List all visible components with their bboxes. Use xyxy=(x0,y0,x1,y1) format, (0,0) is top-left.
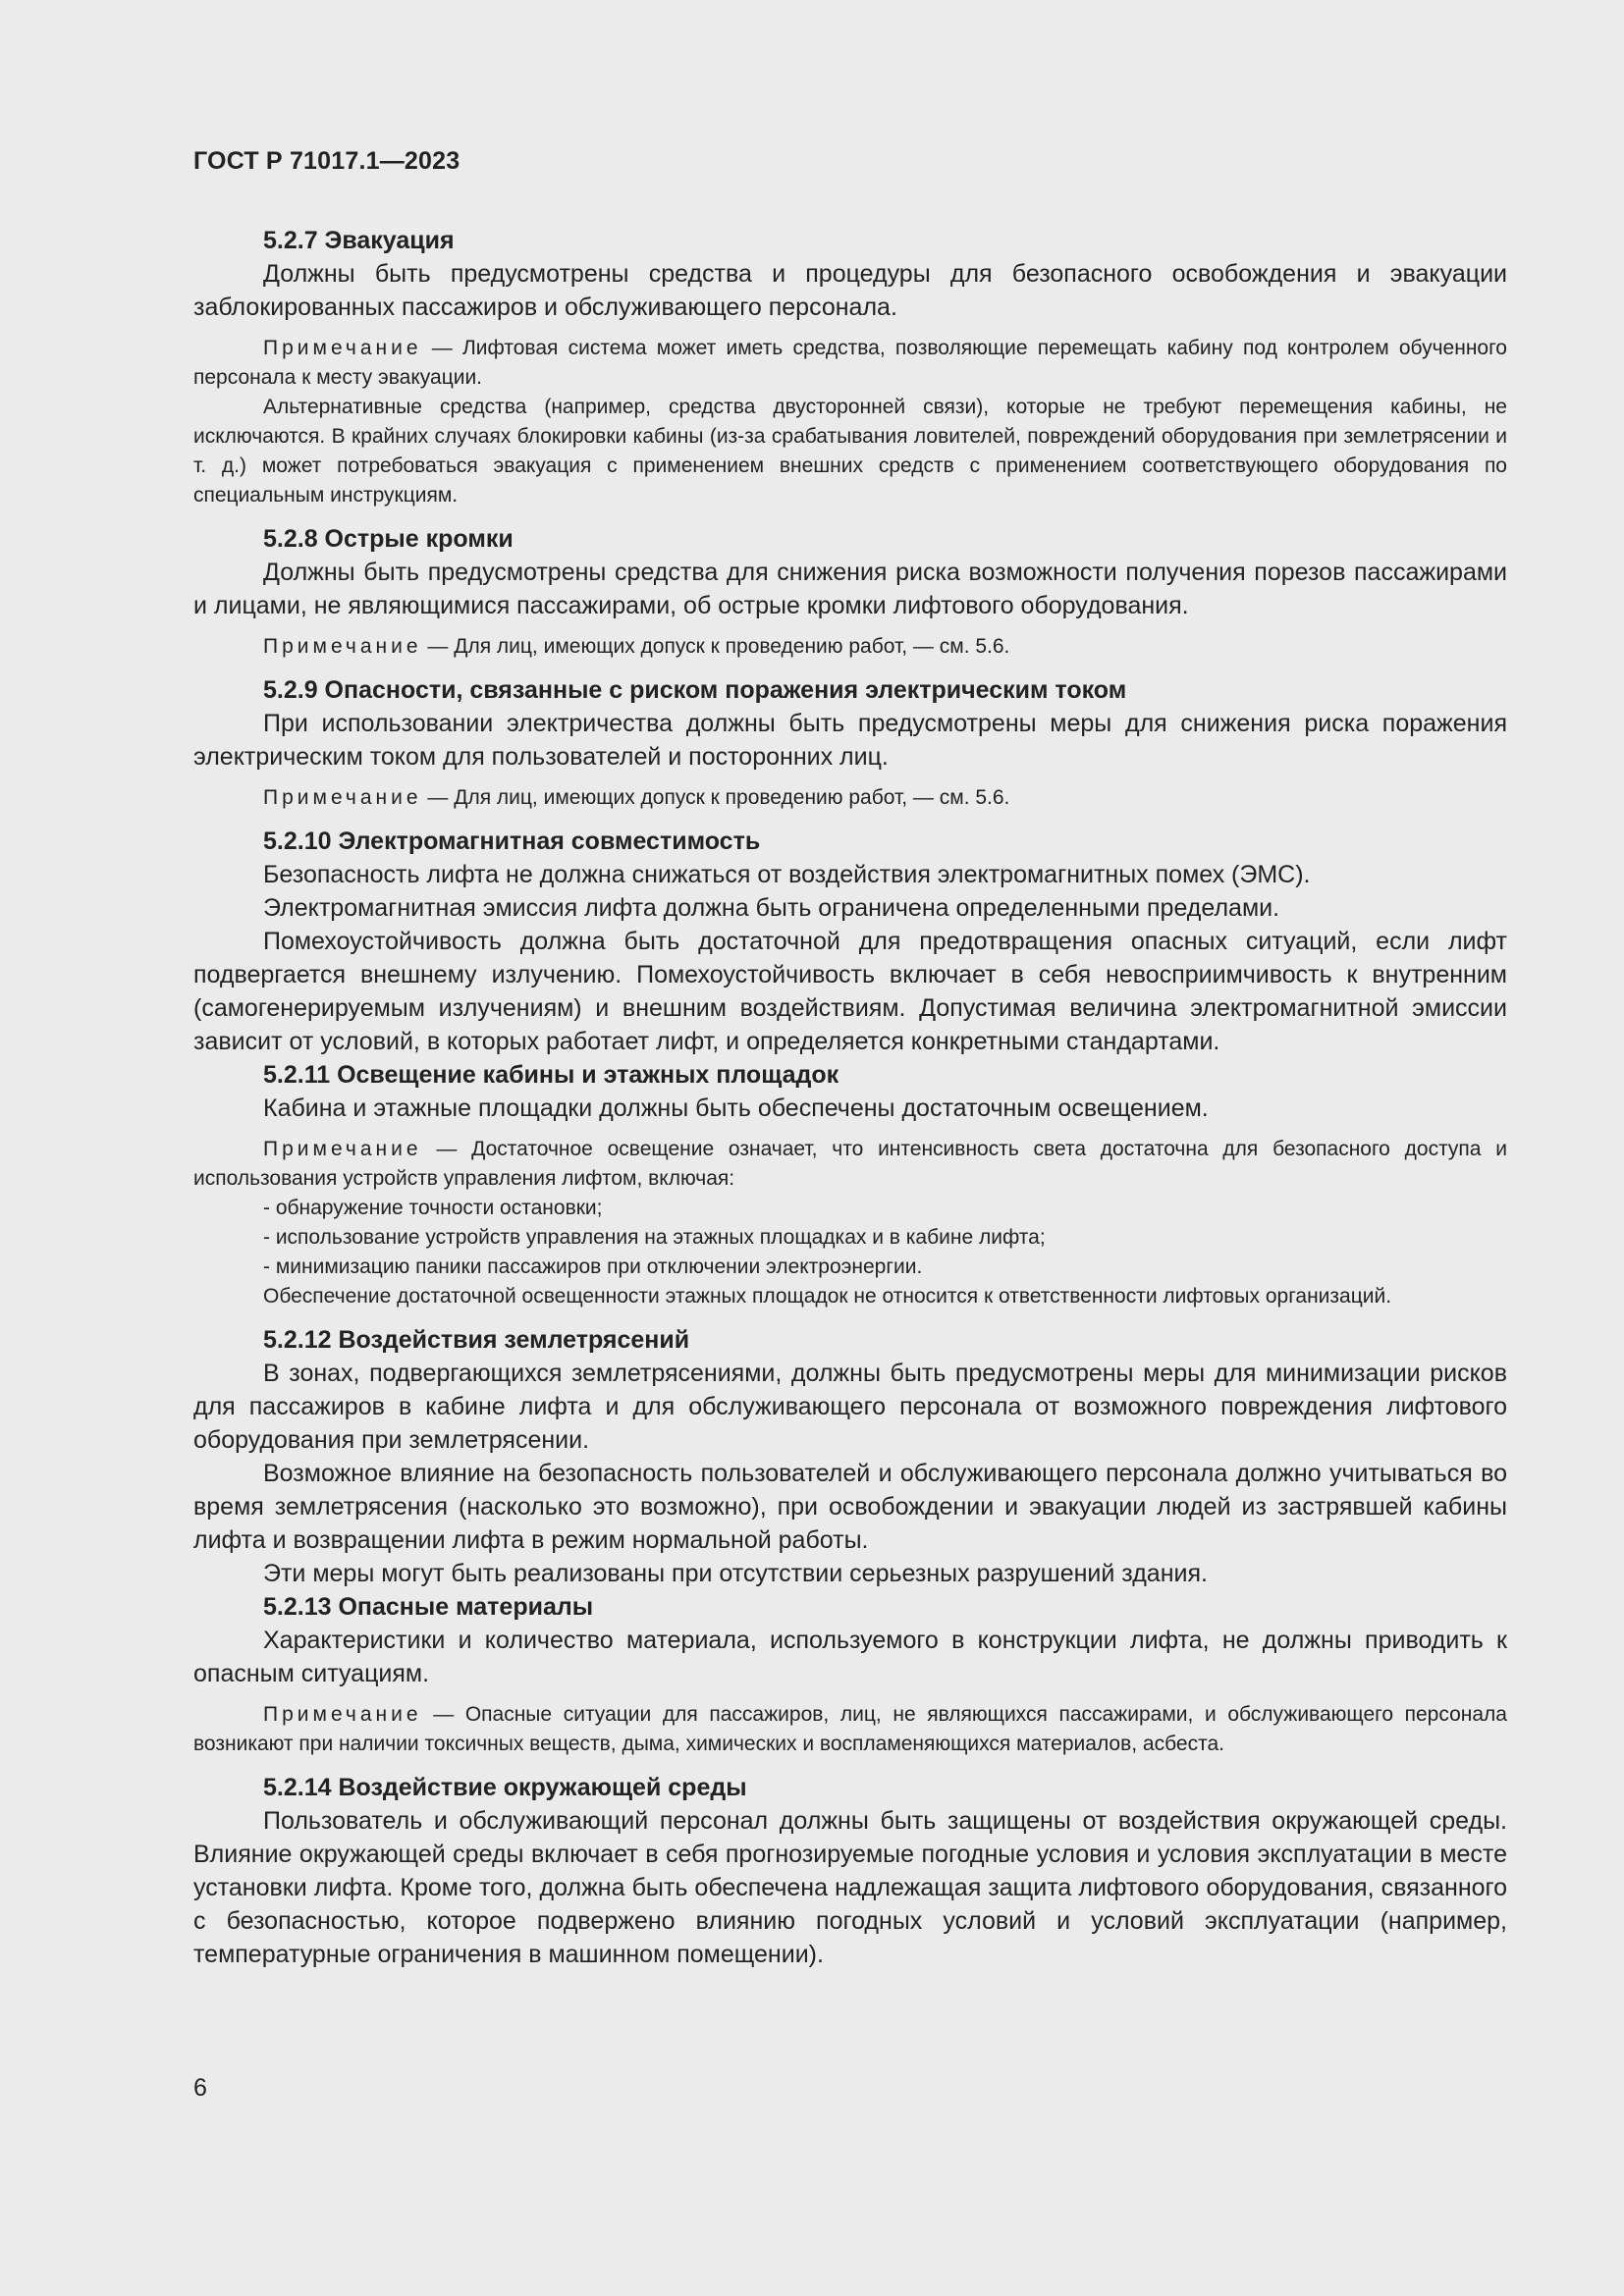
section-heading-5-2-12: 5.2.12 Воздействия землетрясений xyxy=(263,1326,690,1354)
note xyxy=(193,783,1507,813)
section-heading-5-2-14: 5.2.14 Воздействие окружающей среды xyxy=(263,1774,747,1801)
note-list-item: - использование устройств управления на этажных площадках и в кабине лифта; xyxy=(263,1226,1046,1249)
paragraph: Безопасность лифта не должна снижаться от воздействия электромагнитных помех (ЭМС). xyxy=(263,861,1311,888)
document-header: ГОСТ Р 71017.1—2023 xyxy=(193,147,460,175)
document-body xyxy=(193,224,1507,1971)
paragraph: Эти меры могут быть реализованы при отсутствии серьезных разрушений здания. xyxy=(263,1560,1208,1587)
note-text: — Для лиц, имеющих допуск к проведению работ, — см. 5.6. xyxy=(421,786,1010,809)
section-heading-5-2-9: 5.2.9 Опасности, связанные с риском поражения электрическим током xyxy=(263,676,1127,704)
note xyxy=(193,334,1507,393)
paragraph: Помехоустойчивость должна быть достаточной для предотвращения опасных ситуаций, если лифт подвергается внешнему излучению. Помехоустойчивость включает в себя невосприимчивость к внутренним (самогенерируемым излучениям) и внешним воздействиям. Допустимая величина электромагнитной эмиссии зависит от условий, в которых работает лифт, и определяется конкретными стандартами. xyxy=(193,928,1507,1055)
note-label: Примечание xyxy=(263,786,422,809)
section-heading-5-2-11: 5.2.11 Освещение кабины и этажных площадок xyxy=(263,1061,839,1089)
note-continuation: Обеспечение достаточной освещенности этажных площадок не относится к ответственности лифтовых организаций. xyxy=(263,1285,1392,1308)
section-heading-5-2-7: 5.2.7 Эвакуация xyxy=(263,227,455,254)
page-number: 6 xyxy=(193,2074,207,2102)
note-text: — Лифтовая система может иметь средства, позволяющие перемещать кабину под контролем обученного персонала к месту эвакуации. xyxy=(193,337,1507,389)
section-heading-5-2-8: 5.2.8 Острые кромки xyxy=(263,525,514,553)
paragraph: Характеристики и количество материала, используемого в конструкции лифта, не должны приводить к опасным ситуациям. xyxy=(193,1627,1507,1687)
paragraph: Пользователь и обслуживающий персонал должны быть защищены от воздействия окружающей среды. Влияние окружающей среды включает в себя прогнозируемые погодные условия и условия эксплуатации в месте установки лифта. Кроме того, должна быть обеспечена надлежащая защита лифтового оборудования, связанного с безопасностью, которое подвержено влиянию погодных условий и условий эксплуатации (например, температурные ограничения в машинном помещении). xyxy=(193,1807,1507,1968)
paragraph: Электромагнитная эмиссия лифта должна быть ограничена определенными пределами. xyxy=(263,894,1280,922)
note-list-item: - минимизацию паники пассажиров при отключении электроэнергии. xyxy=(263,1255,923,1278)
paragraph: Должны быть предусмотрены средства для снижения риска возможности получения порезов пассажирами и лицами, не являющимися пассажирами, об острые кромки лифтового оборудования. xyxy=(193,559,1507,619)
note-continuation: Альтернативные средства (например, средства двусторонней связи), которые не требуют перемещения кабины, не исключаются. В крайних случаях блокировки кабины (из-за срабатывания ловителей, повреждений оборудования при землетрясении и т. д.) может потребоваться эвакуация с применением внешних средств с применением соответствующего оборудования по специальным инструкциям. xyxy=(193,396,1507,507)
section-heading-5-2-13: 5.2.13 Опасные материалы xyxy=(263,1593,594,1621)
note-text: — Для лиц, имеющих допуск к проведению работ, — см. 5.6. xyxy=(421,635,1010,658)
paragraph: В зонах, подвергающихся землетрясениями, должны быть предусмотрены меры для минимизации рисков для пассажиров в кабине лифта и для обслуживающего персонала от возможного повреждения лифтового оборудования при землетрясении. xyxy=(193,1360,1507,1454)
paragraph: Должны быть предусмотрены средства и процедуры для безопасного освобождения и эвакуации заблокированных пассажиров и обслуживающего персонала. xyxy=(193,260,1507,321)
note-list-item: - обнаружение точности остановки; xyxy=(263,1197,603,1219)
note-label: Примечание xyxy=(263,1138,422,1160)
document-page xyxy=(193,0,1507,2296)
note-label: Примечание xyxy=(263,337,422,359)
note-label: Примечание xyxy=(263,635,422,658)
paragraph: При использовании электричества должны быть предусмотрены меры для снижения риска поражения электрическим током для пользователей и посторонних лиц. xyxy=(193,710,1507,771)
note-text: — Опасные ситуации для пассажиров, лиц, не являющихся пассажирами, и обслуживающего персонала возникают при наличии токсичных веществ, дыма, химических и воспламеняющихся материалов, асбеста. xyxy=(193,1703,1507,1755)
note-text: — Достаточное освещение означает, что интенсивность света достаточна для безопасного доступа и использования устройств управления лифтом, включая: xyxy=(193,1138,1507,1190)
paragraph: Возможное влияние на безопасность пользователей и обслуживающего персонала должно учитываться во время землетрясения (насколько это возможно), при освобождении и эвакуации людей из застрявшей кабины лифта и возвращении лифта в режим нормальной работы. xyxy=(193,1460,1507,1554)
note-label: Примечание xyxy=(263,1703,422,1726)
note xyxy=(193,1135,1507,1194)
section-heading-5-2-10: 5.2.10 Электромагнитная совместимость xyxy=(263,828,761,855)
note xyxy=(193,1700,1507,1759)
note xyxy=(193,632,1507,662)
paragraph: Кабина и этажные площадки должны быть обеспечены достаточным освещением. xyxy=(263,1095,1209,1122)
